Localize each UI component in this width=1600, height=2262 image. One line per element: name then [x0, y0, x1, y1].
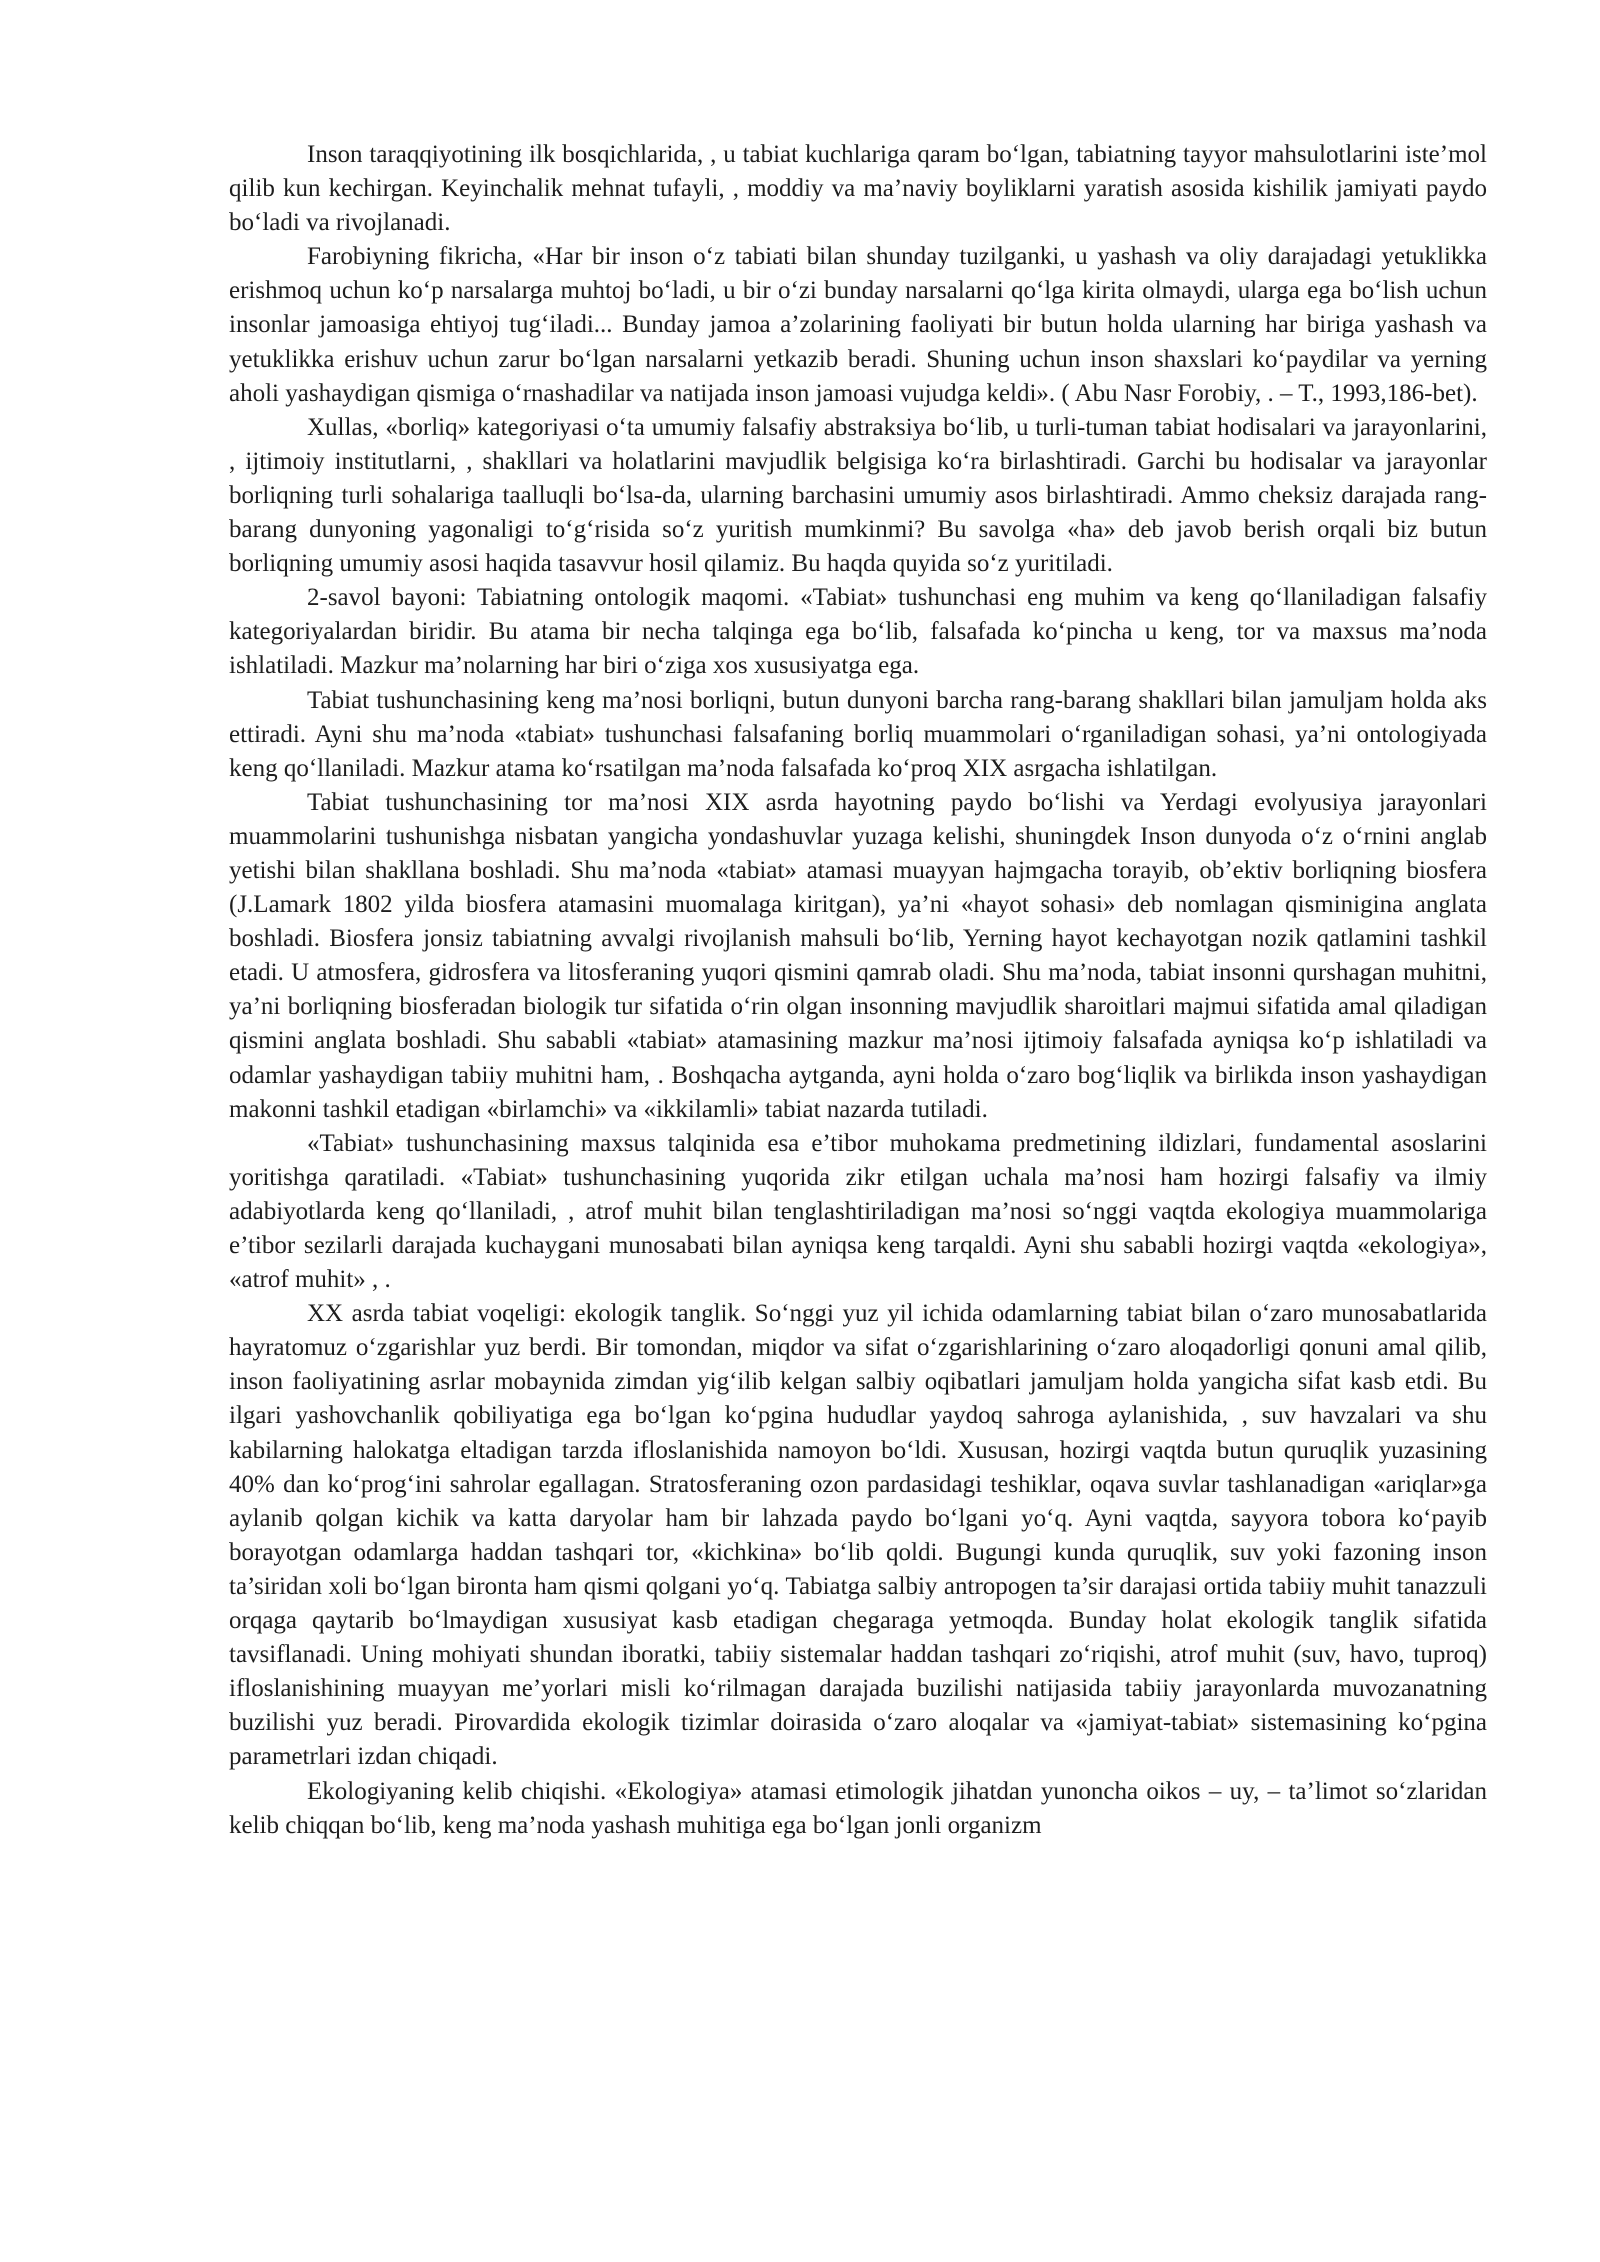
paragraph-7: «Tabiat» tushunchasining maxsus talqinida esa e’tibor muhokama predmetining ildizlari, fundamental asoslarini yoritishga qaratiladi. «Tabiat» tushunchasining yuqorida zikr etilgan uchala ma’nosi ham hozirgi falsafiy va ilmiy adabiyotlarda keng qo‘llaniladi, , atrof muhit bilan tenglashtiriladigan ma’nosi so‘nggi vaqtda ekologiya muammolariga e’tibor sezilarli darajada kuchaygani munosabati bilan ayniqsa keng tarqaldi. Ayni shu sababli hozirgi vaqtda «ekologiya», «atrof muhit» , . — [229, 1129, 1487, 1294]
paragraph-9: Ekologiyaning kelib chiqishi. «Ekologiya» atamasi etimologik jihatdan yunoncha oikos – uy, – ta’limot so‘zlaridan kelib chiqqan bo‘lib, keng ma’noda yashash muhitiga ega bo‘lgan jonli organizm — [229, 1777, 1487, 1839]
paragraph-6: Tabiat tushunchasining tor ma’nosi XIX asrda hayotning paydo bo‘lishi va Yerdagi evolyusiya jarayonlari muammolarini tushunishga nisbatan yangicha yondashuvlar yuzaga kelishi, shuningdek Inson dunyoda o‘z o‘rnini anglab yetishi bilan shakllana boshladi. Shu ma’noda «tabiat» atamasi muayyan hajmgacha torayib, ob’ektiv borliqning biosfera (J.Lamark 1802 yilda biosfera atamasini muomalaga kiritgan), ya’ni «hayot sohasi» deb nomlagan qisminigina anglata boshladi. Biosfera jonsiz tabiatning avvalgi rivojlanish mahsuli bo‘lib, Yerning hayot kechayotgan nozik qatlamini tashkil etadi. U atmosfera, gidrosfera va litosferaning yuqori qismini qamrab oladi. Shu ma’noda, tabiat insonni qurshagan muhitni, ya’ni borliqning biosferadan biologik tur sifatida o‘rin olgan insonning mavjudlik sharoitlari majmui sifatida amal qiladigan qismini anglata boshladi. Shu sababli «tabiat» atamasining mazkur ma’nosi ijtimoiy falsafada ayniqsa ko‘p ishlatiladi va odamlar yashaydigan tabiiy muhitni ham, . Boshqacha aytganda, ayni holda o‘zaro bog‘liqlik va birlikda inson yashaydigan makonni tashkil etadigan «birlamchi» va «ikkilamli» tabiat nazarda tutiladi. — [229, 788, 1487, 1123]
paragraph-5: Tabiat tushunchasining keng ma’nosi borliqni, butun dunyoni barcha rang-barang shakllari bilan jamuljam holda aks ettiradi. Ayni shu ma’noda «tabiat» tushunchasi falsafaning borliq muammolari o‘rganiladigan sohasi, ya’ni ontologiyada keng qo‘llaniladi. Mazkur atama ko‘rsatilgan ma’noda falsafada ko‘proq XIX asrgacha ishlatilgan. — [229, 686, 1487, 782]
paragraph-4: 2-savol bayoni: Tabiatning ontologik maqomi. «Tabiat» tushunchasi eng muhim va keng qo‘llaniladigan falsafiy kategoriyalardan biridir. Bu atama bir necha talqinga ega bo‘lib, falsafada ko‘pincha u keng, tor va maxsus ma’noda ishlatiladi. Mazkur ma’nolarning har biri o‘ziga xos xususiyatga ega. — [229, 584, 1487, 680]
document-page — [229, 138, 1487, 1843]
paragraph-1: Inson taraqqiyotining ilk bosqichlarida, , u tabiat kuchlariga qaram bo‘lgan, tabiatning tayyor mahsulotlarini iste’mol qilib kun kechirgan. Keyinchalik mehnat tufayli, , moddiy va ma’naviy boyliklarni yaratish asosida kishilik jamiyati paydo bo‘ladi va rivojlanadi. — [229, 141, 1487, 237]
paragraph-8: XX asrda tabiat voqeligi: ekologik tanglik. So‘nggi yuz yil ichida odamlarning tabiat bilan o‘zaro munosabatlarida hayratomuz o‘zgarishlar yuz berdi. Bir tomondan, miqdor va sifat o‘zgarishlarining o‘zaro aloqadorligi qonuni amal qilib, inson faoliyatining asrlar mobaynida zimdan yig‘ilib kelgan salbiy oqibatlari jamuljam holda yangicha sifat kasb etdi. Bu ilgari yashovchanlik qobiliyatiga ega bo‘lgan ko‘pgina hududlar yaydoq sahroga aylanishida, , suv havzalari va shu kabilarning halokatga eltadigan tarzda ifloslanishida namoyon bo‘ldi. Xususan, hozirgi vaqtda butun quruqlik yuzasining 40% dan ko‘prog‘ini sahrolar egallagan. Stratosferaning ozon pardasidagi teshiklar, oqava suvlar tashlanadigan «ariqlar»ga aylanib qolgan kichik va katta daryolar ham bir lahzada paydo bo‘lgani yo‘q. Ayni vaqtda, sayyora tobora ko‘payib borayotgan odamlarga haddan tashqari tor, «kichkina» bo‘lib qoldi. Bugungi kunda quruqlik, suv yoki fazoning inson ta’siridan xoli bo‘lgan bironta ham qismi qolgani yo‘q. Tabiatga salbiy antropogen ta’sir darajasi ortida tabiiy muhit tanazzuli orqaga qaytarib bo‘lmaydigan xususiyat kasb etadigan chegaraga yetmoqda. Bunday holat ekologik tanglik sifatida tavsiflanadi. Uning mohiyati shundan iboratki, tabiiy sistemalar haddan tashqari zo‘riqishi, atrof muhit (suv, havo, tuproq) ifloslanishining muayyan me’yorlari misli ko‘rilmagan darajada buzilishi natijasida tabiiy jarayonlarda muvozanatning buzilishi yuz beradi. Pirovardida ekologik tizimlar doirasida o‘zaro aloqalar va «jamiyat-tabiat» sistemasining ko‘pgina parametrlari izdan chiqadi. — [229, 1300, 1487, 1771]
paragraph-3: Xullas, «borliq» kategoriyasi o‘ta umumiy falsafiy abstraksiya bo‘lib, u turli-tuman tabiat hodisalari va jarayonlarini, , ijtimoiy institutlarni, , shakllari va holatlarini mavjudlik belgisiga ko‘ra birlashtiradi. Garchi bu hodisalar va jarayonlar borliqning turli sohalariga taalluqli bo‘lsa-da, ularning barchasini umumiy asos birlashtiradi. Ammo cheksiz darajada rang-barang dunyoning yagonaligi to‘g‘risida so‘z yuritish mumkinmi? Bu savolga «ha» deb javob berish orqali biz butun borliqning umumiy asosi haqida tasavvur hosil qilamiz. Bu haqda quyida so‘z yuritiladi. — [229, 413, 1487, 578]
paragraph-2: Farobiyning fikricha, «Har bir inson o‘z tabiati bilan shunday tuzilganki, u yashash va oliy darajadagi yetuklikka erishmoq uchun ko‘p narsalarga muhtoj bo‘ladi, u bir o‘zi bunday narsalarni qo‘lga kirita olmaydi, ularga ega bo‘lish uchun insonlar jamoasiga ehtiyoj tug‘iladi... Bunday jamoa a’zolarining faoliyati bir butun holda ularning har biriga yashash va yetuklikka erishuv uchun zarur bo‘lgan narsalarni yetkazib beradi. Shuning uchun inson shaxslari ko‘paydilar va yerning aholi yashaydigan qismiga o‘rnashadilar va natijada inson jamoasi vujudga keldi». ( Abu Nasr Forobiy, . – T., 1993,186-bet). — [229, 243, 1487, 407]
